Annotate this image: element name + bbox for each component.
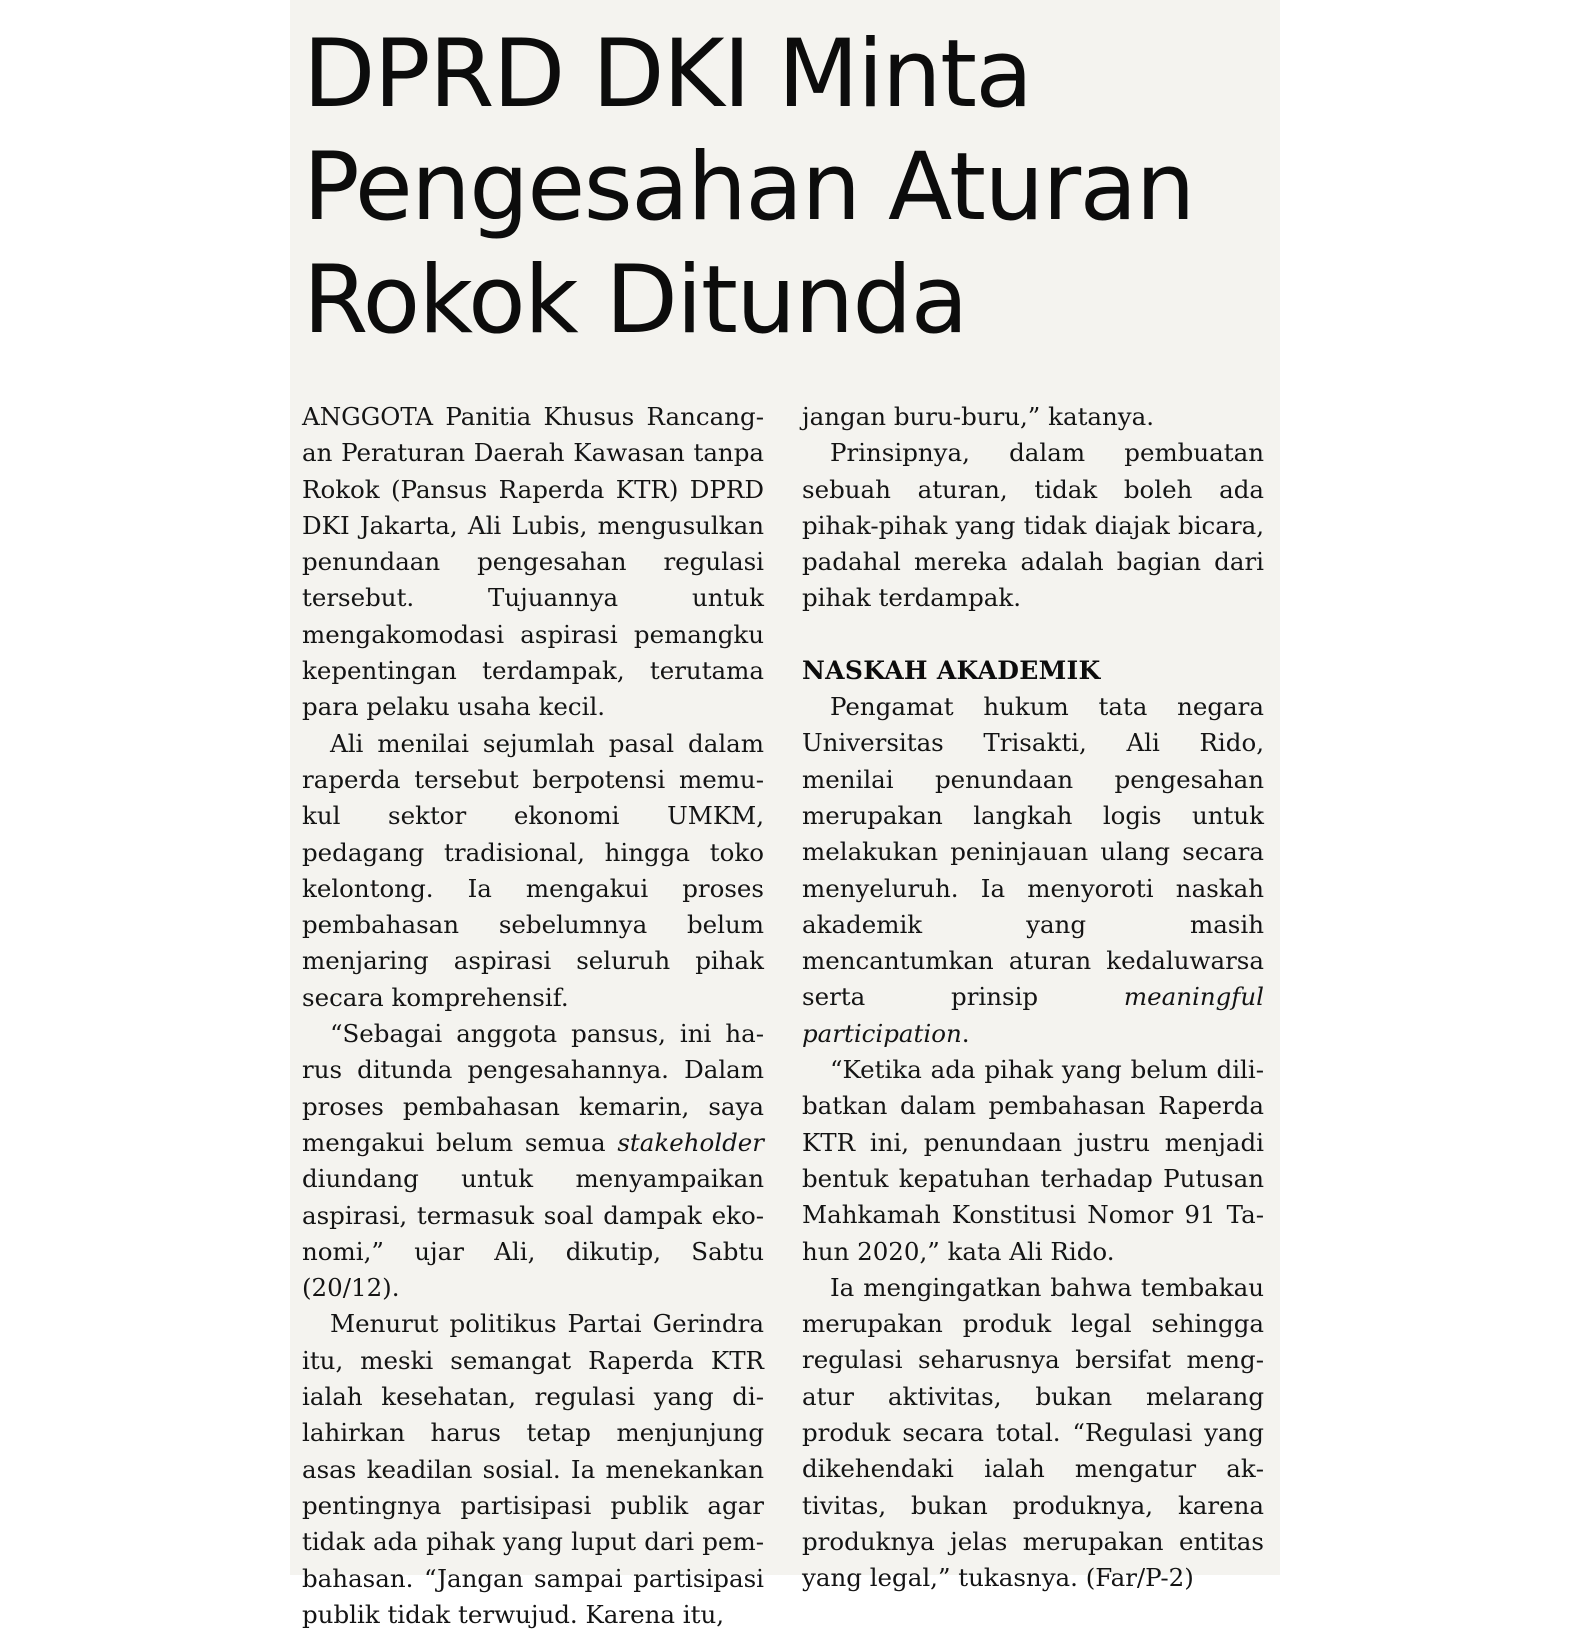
paragraph: Prinsipnya, dalam pembuatan sebuah aturan, tidak boleh ada pihak-pihak yang tidak diajak bicara, padahal mereka adalah bagian dari pihak terdampak. xyxy=(802,438,1264,613)
paragraph-continued: jangan buru-buru,” katanya. xyxy=(802,402,1155,431)
italic-term: meaningful participation xyxy=(802,982,1264,1048)
paragraph xyxy=(802,689,1264,1052)
headline-line-2: Pengesahan Aturan xyxy=(303,133,1194,242)
headline-line-3: Rokok Ditunda xyxy=(303,246,967,355)
headline xyxy=(303,18,1263,357)
paragraph-closing: Ia mengingatkan bahwa tembakau merupakan produk legal sehingga regulasi seharusnya bersifat mengatur aktivitas, bukan melarang produk secara total. “Regulasi yang dikehendaki ialah mengatur aktivitas, bukan produknya, karena produknya jelas merupakan entitas yang legal,” tukasnya. (Far/P-2) xyxy=(802,1272,1264,1593)
paragraph-lead: ANGGOTA Panitia Khusus Rancangan Peraturan Daerah Kawasan tanpa Rokok (Pansus Raperda KTR) DPRD DKI Jakarta, Ali Lubis, mengusulkan penundaan pengesahan regulasi tersebut. Tujuannya untuk mengakomodasi aspirasi pemangku kepentingan terdampak, terutama para pelaku usaha kecil. xyxy=(302,402,764,722)
headline-line-1: DPRD DKI Minta xyxy=(303,20,1032,129)
paragraph-quote: “Ketika ada pihak yang belum dilibatkan dalam pembahasan Raperda KTR ini, penundaan justru menjadi bentuk kepatuhan terhadap Putusan Mahkamah Konstitusi Nomor 91 Tahun 2020,” kata Ali Rido. xyxy=(802,1055,1264,1266)
italic-term: stakeholder xyxy=(617,1127,764,1157)
paragraph: Ali menilai sejumlah pasal dalam raperda tersebut berpotensi memukul sektor ekonomi UMKM, pedagang tradisional, hingga toko kelontong. Ia mengakui proses pembahasan sebelumnya belum menjaring aspirasi seluruh pihak secara komprehensif. xyxy=(302,728,764,1012)
section-subheading: NASKAH AKADEMIK xyxy=(802,655,1101,685)
paragraph-text: Pengamat hukum tata negara Universitas Trisakti, Ali Rido, menilai penundaan pengesahan merupakan langkah logis untuk melakukan peninjauan ulang secara menyeluruh. Ia menyoroti naskah akademik yang masih mencantumkan aturan kedaluwarsa serta prinsip xyxy=(802,692,1264,1012)
paragraph: Menurut politikus Partai Gerindra itu, meski semangat Raperda KTR ialah kesehatan, regulasi yang dilahirkan harus tetap menjunjung asas keadilan sosial. Ia menekankan pentingnya partisipasi publik agar tidak ada pihak yang luput dari pembahasan. “Jangan sampai partisipasi publik tidak terwujud. Karena itu, xyxy=(302,1309,764,1629)
paragraph-text: . xyxy=(961,1018,970,1048)
paragraph-quote xyxy=(302,1016,764,1306)
paragraph-text: “Sebagai anggota pansus, ini harus ditunda pengesahannya. Dalam proses pembahasan kemarin, saya mengakui belum semua xyxy=(302,1019,764,1157)
paragraph-text: diundang untuk menyampaikan aspirasi, termasuk soal dampak ekonomi,” ujar Ali, dikutip, Sabtu (20/12). xyxy=(302,1164,764,1303)
article-column-left xyxy=(302,399,764,1633)
article-column-right xyxy=(802,399,1264,1597)
